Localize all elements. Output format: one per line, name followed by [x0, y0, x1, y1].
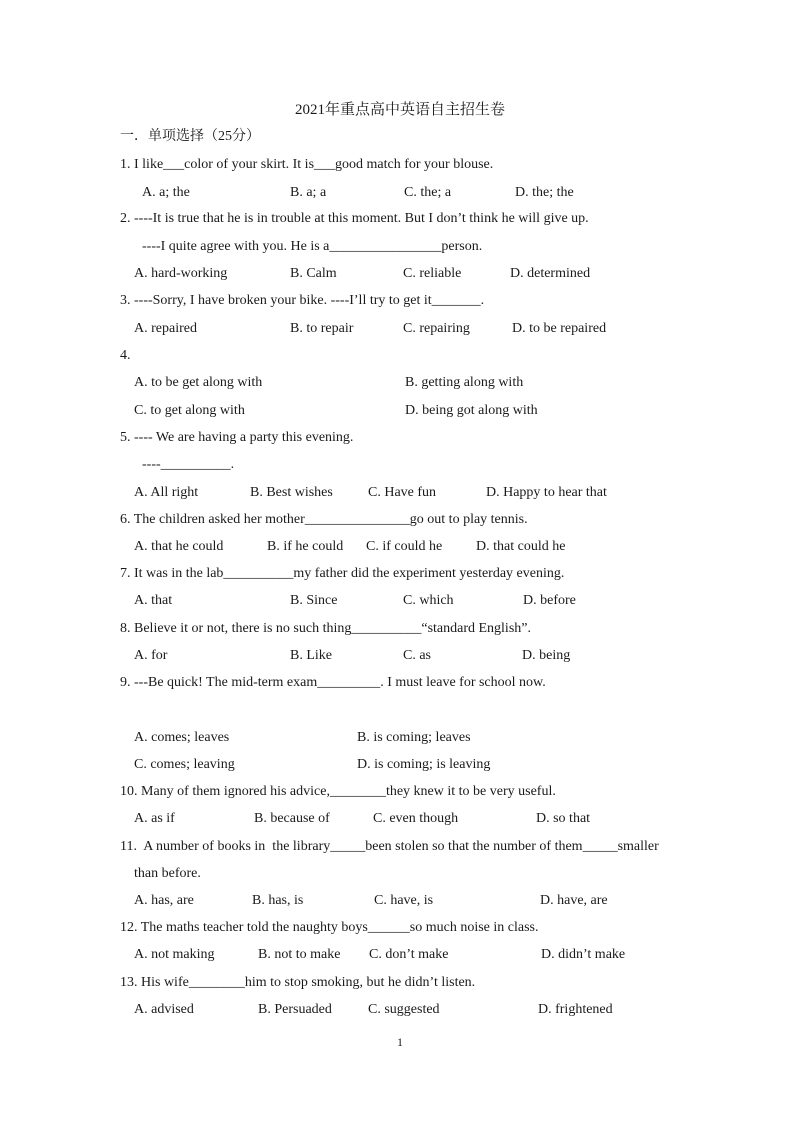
question-11-stem: 11. A number of books in the library_____been stolen so that the number of them_____smaller [120, 839, 659, 854]
page-number: 1 [397, 1035, 403, 1049]
section-heading: 一．单项选择（25分） [120, 129, 260, 144]
question-2-option-b: B. Calm [290, 266, 337, 281]
question-8-option-a: A. for [134, 648, 168, 663]
question-12-option-d: D. didn’t make [541, 947, 626, 962]
question-7-option-a: A. that [134, 593, 173, 608]
question-5-option-a: A. All right [134, 485, 199, 500]
question-5-option-d: D. Happy to hear that [486, 485, 607, 500]
question-12-option-c: C. don’t make [369, 947, 449, 962]
question-13-stem: 13. His wife________him to stop smoking, but he didn’t listen. [120, 975, 476, 990]
question-10-option-d: D. so that [536, 811, 591, 826]
page-title: 2021年重点高中英语自主招生卷 [294, 102, 505, 118]
question-10-option-a: A. as if [134, 811, 175, 826]
question-10-option-c: C. even though [373, 811, 459, 826]
question-7-stem: 7. It was in the lab__________my father did the experiment yesterday evening. [120, 566, 565, 581]
question-3-stem: 3. ----Sorry, I have broken your bike. ----I’ll try to get it_______. [120, 293, 485, 308]
question-4-option-a: A. to be get along with [134, 375, 263, 390]
question-8-option-d: D. being [522, 648, 571, 663]
question-7-option-d: D. before [523, 593, 576, 608]
question-9-option-b: B. is coming; leaves [357, 730, 471, 745]
question-10-option-b: B. because of [254, 811, 330, 826]
question-5-option-b: B. Best wishes [250, 485, 333, 500]
question-13-option-a: A. advised [134, 1002, 194, 1017]
question-11-option-a: A. has, are [134, 893, 194, 908]
question-5-stem: 5. ---- We are having a party this evening. [120, 430, 354, 445]
question-4-option-d: D. being got along with [405, 403, 538, 418]
question-11-option-b: B. has, is [252, 893, 304, 908]
question-6-option-b: B. if he could [267, 539, 344, 554]
question-6-option-d: D. that could he [476, 539, 566, 554]
question-3-option-a: A. repaired [134, 321, 197, 336]
question-2-option-d: D. determined [510, 266, 591, 281]
question-9-option-d: D. is coming; is leaving [357, 757, 491, 772]
question-4-stem: 4. [120, 348, 131, 363]
question-9-stem: 9. ---Be quick! The mid-term exam_________. I must leave for school now. [120, 675, 546, 690]
question-12-stem: 12. The maths teacher told the naughty boys______so much noise in class. [120, 920, 539, 935]
question-3-option-b: B. to repair [290, 321, 354, 336]
question-1-option-b: B. a; a [290, 185, 327, 200]
question-12-option-b: B. not to make [258, 947, 341, 962]
question-4-option-c: C. to get along with [134, 403, 245, 418]
question-4-option-b: B. getting along with [405, 375, 524, 390]
question-13-option-d: D. frightened [538, 1002, 613, 1017]
question-5-stem-line-2: ----__________. [142, 457, 235, 472]
question-8-option-b: B. Like [290, 648, 332, 663]
question-1-option-d: D. the; the [515, 185, 574, 200]
question-2-stem: 2. ----It is true that he is in trouble at this moment. But I don’t think he will give up. [120, 211, 589, 226]
question-13-option-b: B. Persuaded [258, 1002, 332, 1017]
question-11-option-c: C. have, is [374, 893, 434, 908]
question-6-stem: 6. The children asked her mother_______________go out to play tennis. [120, 512, 528, 527]
question-7-option-b: B. Since [290, 593, 338, 608]
question-2-option-a: A. hard-working [134, 266, 228, 281]
question-9-option-a: A. comes; leaves [134, 730, 230, 745]
question-6-option-c: C. if could he [366, 539, 443, 554]
question-11-stem-line-2: than before. [134, 866, 201, 881]
question-7-option-c: C. which [403, 593, 454, 608]
question-1-option-c: C. the; a [404, 185, 452, 200]
question-2-stem-line-2: ----I quite agree with you. He is a________________person. [142, 239, 483, 254]
question-5-option-c: C. Have fun [368, 485, 437, 500]
question-1-option-a: A. a; the [142, 185, 190, 200]
question-6-option-a: A. that he could [134, 539, 224, 554]
question-11-option-d: D. have, are [540, 893, 608, 908]
question-1-stem: 1. I like___color of your skirt. It is___good match for your blouse. [120, 157, 494, 172]
question-10-stem: 10. Many of them ignored his advice,________they knew it to be very useful. [120, 784, 556, 799]
question-8-stem: 8. Believe it or not, there is no such thing__________“standard English”. [120, 621, 531, 636]
question-9-option-c: C. comes; leaving [134, 757, 235, 772]
question-2-option-c: C. reliable [403, 266, 462, 281]
question-3-option-c: C. repairing [403, 321, 470, 336]
question-3-option-d: D. to be repaired [512, 321, 607, 336]
question-8-option-c: C. as [403, 648, 431, 663]
question-13-option-c: C. suggested [368, 1002, 440, 1017]
question-12-option-a: A. not making [134, 947, 215, 962]
